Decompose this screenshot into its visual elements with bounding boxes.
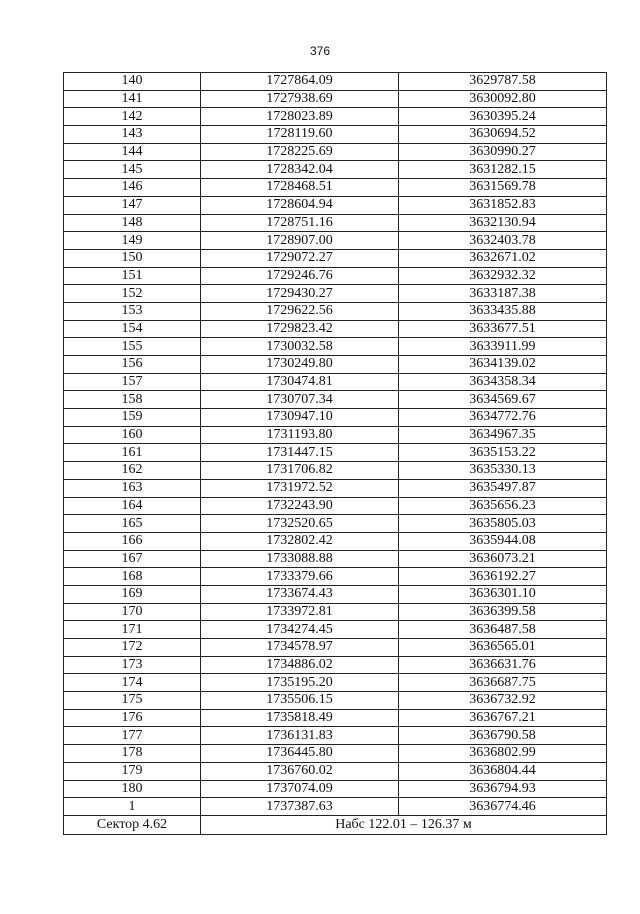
table-row [64,108,607,126]
x-coordinate-cell: 1728468.51 [201,179,399,197]
point-number-cell: 146 [64,179,201,197]
x-coordinate-cell: 1736445.80 [201,745,399,763]
y-coordinate-cell: 3634139.02 [399,356,607,374]
table-row [64,426,607,444]
table-row [64,143,607,161]
y-coordinate-cell: 3636192.27 [399,568,607,586]
x-coordinate-cell: 1734578.97 [201,639,399,657]
x-coordinate-cell: 1727938.69 [201,90,399,108]
point-number-cell: 162 [64,462,201,480]
table-row [64,727,607,745]
table-row [64,249,607,267]
point-number-cell: 161 [64,444,201,462]
x-coordinate-cell: 1729246.76 [201,267,399,285]
sector-label: Сектор 4.62 [64,815,201,834]
x-coordinate-cell: 1732520.65 [201,515,399,533]
table-row [64,196,607,214]
y-coordinate-cell: 3634569.67 [399,391,607,409]
point-number-cell: 149 [64,232,201,250]
table-row [64,373,607,391]
y-coordinate-cell: 3632130.94 [399,214,607,232]
y-coordinate-cell: 3635497.87 [399,479,607,497]
y-coordinate-cell: 3636804.44 [399,762,607,780]
table-row [64,179,607,197]
point-number-cell: 163 [64,479,201,497]
table-row [64,267,607,285]
coordinates-table [63,72,607,835]
y-coordinate-cell: 3634967.35 [399,426,607,444]
point-number-cell: 172 [64,639,201,657]
y-coordinate-cell: 3636774.46 [399,798,607,816]
table-body [64,73,607,816]
point-number-cell: 157 [64,373,201,391]
y-coordinate-cell: 3636767.21 [399,709,607,727]
point-number-cell: 148 [64,214,201,232]
x-coordinate-cell: 1729622.56 [201,302,399,320]
table-row [64,515,607,533]
x-coordinate-cell: 1729430.27 [201,285,399,303]
table-row [64,568,607,586]
table-row [64,320,607,338]
x-coordinate-cell: 1728023.89 [201,108,399,126]
point-number-cell: 177 [64,727,201,745]
x-coordinate-cell: 1731193.80 [201,426,399,444]
table-row [64,745,607,763]
table-row [64,532,607,550]
x-coordinate-cell: 1735195.20 [201,674,399,692]
point-number-cell: 160 [64,426,201,444]
y-coordinate-cell: 3633435.88 [399,302,607,320]
x-coordinate-cell: 1729072.27 [201,249,399,267]
y-coordinate-cell: 3630694.52 [399,126,607,144]
point-number-cell: 142 [64,108,201,126]
y-coordinate-cell: 3636565.01 [399,639,607,657]
y-coordinate-cell: 3636399.58 [399,603,607,621]
table-row [64,656,607,674]
y-coordinate-cell: 3636732.92 [399,692,607,710]
y-coordinate-cell: 3634358.34 [399,373,607,391]
y-coordinate-cell: 3635805.03 [399,515,607,533]
point-number-cell: 174 [64,674,201,692]
y-coordinate-cell: 3632403.78 [399,232,607,250]
y-coordinate-cell: 3634772.76 [399,409,607,427]
table-row [64,603,607,621]
y-coordinate-cell: 3636790.58 [399,727,607,745]
y-coordinate-cell: 3636487.58 [399,621,607,639]
y-coordinate-cell: 3629787.58 [399,73,607,91]
point-number-cell: 143 [64,126,201,144]
point-number-cell: 168 [64,568,201,586]
point-number-cell: 155 [64,338,201,356]
table-row [64,391,607,409]
point-number-cell: 140 [64,73,201,91]
x-coordinate-cell: 1735506.15 [201,692,399,710]
x-coordinate-cell: 1727864.09 [201,73,399,91]
point-number-cell: 171 [64,621,201,639]
y-coordinate-cell: 3635330.13 [399,462,607,480]
point-number-cell: 173 [64,656,201,674]
point-number-cell: 156 [64,356,201,374]
table-row [64,692,607,710]
table-row [64,409,607,427]
x-coordinate-cell: 1737074.09 [201,780,399,798]
table-row [64,90,607,108]
point-number-cell: 164 [64,497,201,515]
point-number-cell: 179 [64,762,201,780]
x-coordinate-cell: 1730707.34 [201,391,399,409]
table-row [64,214,607,232]
x-coordinate-cell: 1733379.66 [201,568,399,586]
point-number-cell: 151 [64,267,201,285]
point-number-cell: 141 [64,90,201,108]
point-number-cell: 1 [64,798,201,816]
y-coordinate-cell: 3631282.15 [399,161,607,179]
y-coordinate-cell: 3633187.38 [399,285,607,303]
y-coordinate-cell: 3636631.76 [399,656,607,674]
point-number-cell: 176 [64,709,201,727]
point-number-cell: 169 [64,585,201,603]
table-row [64,497,607,515]
x-coordinate-cell: 1736760.02 [201,762,399,780]
point-number-cell: 170 [64,603,201,621]
x-coordinate-cell: 1728907.00 [201,232,399,250]
x-coordinate-cell: 1728225.69 [201,143,399,161]
table-row [64,302,607,320]
x-coordinate-cell: 1729823.42 [201,320,399,338]
table-row [64,462,607,480]
table-row [64,73,607,91]
x-coordinate-cell: 1733972.81 [201,603,399,621]
x-coordinate-cell: 1735818.49 [201,709,399,727]
y-coordinate-cell: 3632932.32 [399,267,607,285]
y-coordinate-cell: 3633677.51 [399,320,607,338]
table-row [64,674,607,692]
y-coordinate-cell: 3633911.99 [399,338,607,356]
x-coordinate-cell: 1734886.02 [201,656,399,674]
point-number-cell: 150 [64,249,201,267]
table-row [64,338,607,356]
x-coordinate-cell: 1730474.81 [201,373,399,391]
y-coordinate-cell: 3630395.24 [399,108,607,126]
table-row [64,444,607,462]
x-coordinate-cell: 1730947.10 [201,409,399,427]
y-coordinate-cell: 3636073.21 [399,550,607,568]
x-coordinate-cell: 1730249.80 [201,356,399,374]
height-range: Набс 122.01 – 126.37 м [201,815,607,834]
y-coordinate-cell: 3636301.10 [399,585,607,603]
table-row [64,479,607,497]
point-number-cell: 166 [64,532,201,550]
y-coordinate-cell: 3636687.75 [399,674,607,692]
x-coordinate-cell: 1732802.42 [201,532,399,550]
point-number-cell: 152 [64,285,201,303]
point-number-cell: 144 [64,143,201,161]
y-coordinate-cell: 3632671.02 [399,249,607,267]
point-number-cell: 147 [64,196,201,214]
point-number-cell: 175 [64,692,201,710]
table-row [64,550,607,568]
y-coordinate-cell: 3630092.80 [399,90,607,108]
y-coordinate-cell: 3630990.27 [399,143,607,161]
x-coordinate-cell: 1732243.90 [201,497,399,515]
point-number-cell: 180 [64,780,201,798]
x-coordinate-cell: 1731447.15 [201,444,399,462]
x-coordinate-cell: 1728342.04 [201,161,399,179]
x-coordinate-cell: 1734274.45 [201,621,399,639]
table-row [64,161,607,179]
table-row [64,639,607,657]
table-row [64,709,607,727]
y-coordinate-cell: 3635656.23 [399,497,607,515]
x-coordinate-cell: 1733674.43 [201,585,399,603]
point-number-cell: 159 [64,409,201,427]
table-row [64,356,607,374]
x-coordinate-cell: 1733088.88 [201,550,399,568]
table-row [64,621,607,639]
point-number-cell: 158 [64,391,201,409]
point-number-cell: 145 [64,161,201,179]
footer-row [64,815,607,834]
table-row [64,798,607,816]
y-coordinate-cell: 3636802.99 [399,745,607,763]
point-number-cell: 167 [64,550,201,568]
x-coordinate-cell: 1731706.82 [201,462,399,480]
y-coordinate-cell: 3635153.22 [399,444,607,462]
y-coordinate-cell: 3631569.78 [399,179,607,197]
table-row [64,585,607,603]
y-coordinate-cell: 3636794.93 [399,780,607,798]
table-row [64,762,607,780]
x-coordinate-cell: 1730032.58 [201,338,399,356]
table-row [64,126,607,144]
x-coordinate-cell: 1728751.16 [201,214,399,232]
x-coordinate-cell: 1728604.94 [201,196,399,214]
table-row [64,232,607,250]
y-coordinate-cell: 3635944.08 [399,532,607,550]
table-row [64,285,607,303]
point-number-cell: 165 [64,515,201,533]
point-number-cell: 154 [64,320,201,338]
point-number-cell: 178 [64,745,201,763]
x-coordinate-cell: 1737387.63 [201,798,399,816]
x-coordinate-cell: 1731972.52 [201,479,399,497]
page-number: 376 [309,44,331,58]
table-row [64,780,607,798]
x-coordinate-cell: 1736131.83 [201,727,399,745]
point-number-cell: 153 [64,302,201,320]
y-coordinate-cell: 3631852.83 [399,196,607,214]
x-coordinate-cell: 1728119.60 [201,126,399,144]
